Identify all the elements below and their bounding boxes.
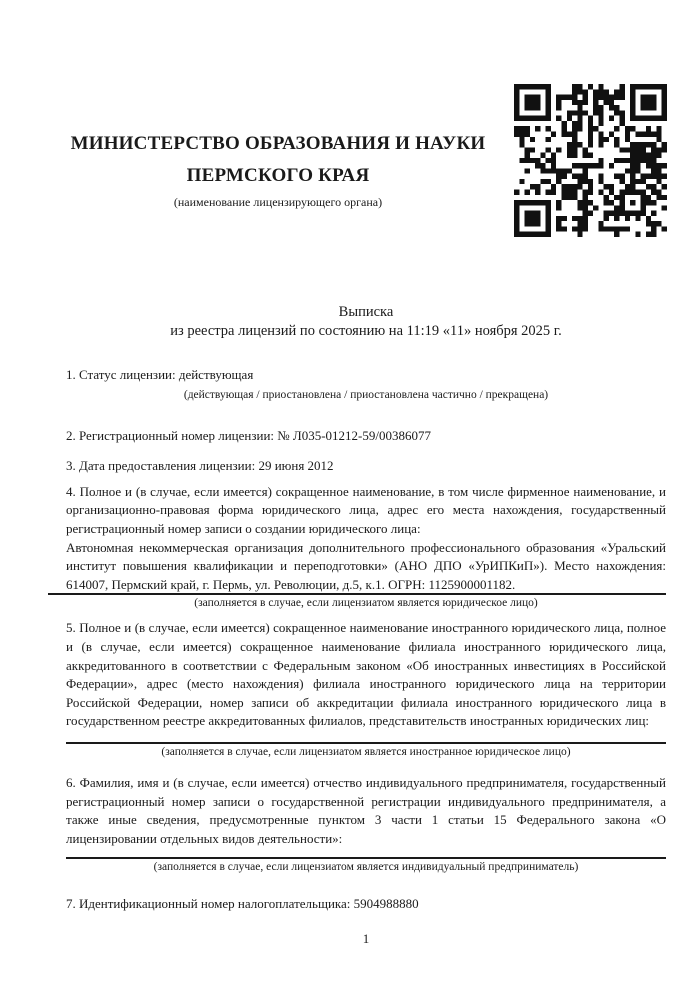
item-6-fill-rule	[66, 857, 666, 859]
item-2-registration-number: 2. Регистрационный номер лицензии: № Л035-01212-59/00386077	[66, 427, 432, 443]
item-4-legal-entity-value	[66, 539, 666, 595]
item-5-foreign-entity-text	[66, 619, 666, 731]
item-5-fill-rule	[66, 742, 666, 744]
text-line: государственном реестре аккредитованных филиалов, представительств иностранных юридических лиц:	[66, 713, 650, 729]
item-5-caption: (заполняется в случае, если лицензиатом является иностранное юридическое лицо)	[161, 745, 571, 758]
text-line: регистрационный номер записи о создании юридического лица:	[66, 520, 421, 536]
item-7-taxpayer-id: 7. Идентификационный номер налогоплательщика: 5904988880	[66, 896, 419, 912]
licensing-authority-header	[60, 128, 496, 210]
item-4-caption: (заполняется в случае, если лицензиатом является юридическое лицо)	[194, 597, 538, 610]
text-line: аккредитованного в соответствии с Федеральным законом «Об иностранных инвестициях в Российской	[66, 657, 666, 673]
text-line: Автономная некоммерческая организация дополнительного профессионального образования «Уральский	[66, 539, 666, 555]
text-line: 4. Полное и (в случае, если имеется) сокращенное наименование, в том числе фирменное наименование, и	[66, 483, 666, 499]
text-line: 6. Фамилия, имя и (в случае, если имеется) отчество индивидуального предпринимателя, государственный	[66, 774, 666, 790]
text-line: институт повышения квалификации и переподготовки» (АНО ДПО «УрИПКиП»). Место нахождения:	[66, 558, 666, 574]
item-6-caption: (заполняется в случае, если лицензиатом является индивидуальный предприниматель)	[153, 861, 579, 874]
qr-code-icon	[514, 84, 667, 237]
text-line: 614007, Пермский край, г. Пермь, ул. Революции, д.5, к.1. ОГРН: 1125900001182.	[66, 576, 516, 592]
text-line: также иные сведения, предусмотренные пунктом 3 части 1 статьи 15 Федерального закона «О	[66, 812, 666, 828]
item-6-individual-entrepreneur-text	[66, 774, 666, 848]
document-title	[66, 303, 666, 341]
item-1-caption: (действующая / приостановлена / приостановлена частично / прекращена)	[183, 388, 549, 401]
text-line: организационно-правовая форма юридического лица, адрес его места нахождения, государственный	[66, 502, 666, 518]
text-line: 5. Полное и (в случае, если имеется) сокращенное наименование иностранного юридического лица, полное	[66, 620, 666, 636]
page-number: 1	[362, 930, 370, 946]
text-line: Российской Федерации, номер записи об аккредитации филиала иностранного юридического лица в	[66, 694, 666, 710]
text-line: Федерации», адрес (место нахождения) филиала иностранного юридического лица на территории	[66, 676, 666, 692]
text-line: и (в случае, если имеется) сокращенное наименование филиала иностранного юридического лица,	[66, 638, 666, 654]
authority-name-line2: ПЕРМСКОГО КРАЯ	[186, 165, 370, 186]
item-1-license-status: 1. Статус лицензии: действующая	[66, 367, 254, 382]
document-body	[66, 366, 666, 948]
item-4-legal-entity-law-text	[66, 483, 666, 539]
title-line1: Выписка	[338, 304, 394, 320]
authority-name-line1: МИНИСТЕРСТВО ОБРАЗОВАНИЯ И НАУКИ	[70, 133, 486, 154]
title-line2: из реестра лицензий по состоянию на 11:19 «11» ноября 2025 г.	[170, 323, 562, 339]
text-line: лицензировании отдельных видов деятельности»:	[66, 830, 343, 846]
item-3-grant-date: 3. Дата предоставления лицензии: 29 июня 2012	[66, 458, 334, 474]
text-line: регистрационный номер записи о государственной регистрации индивидуального предпринимателя, а	[66, 793, 666, 809]
authority-name-caption: (наименование лицензирующего органа)	[173, 195, 383, 209]
